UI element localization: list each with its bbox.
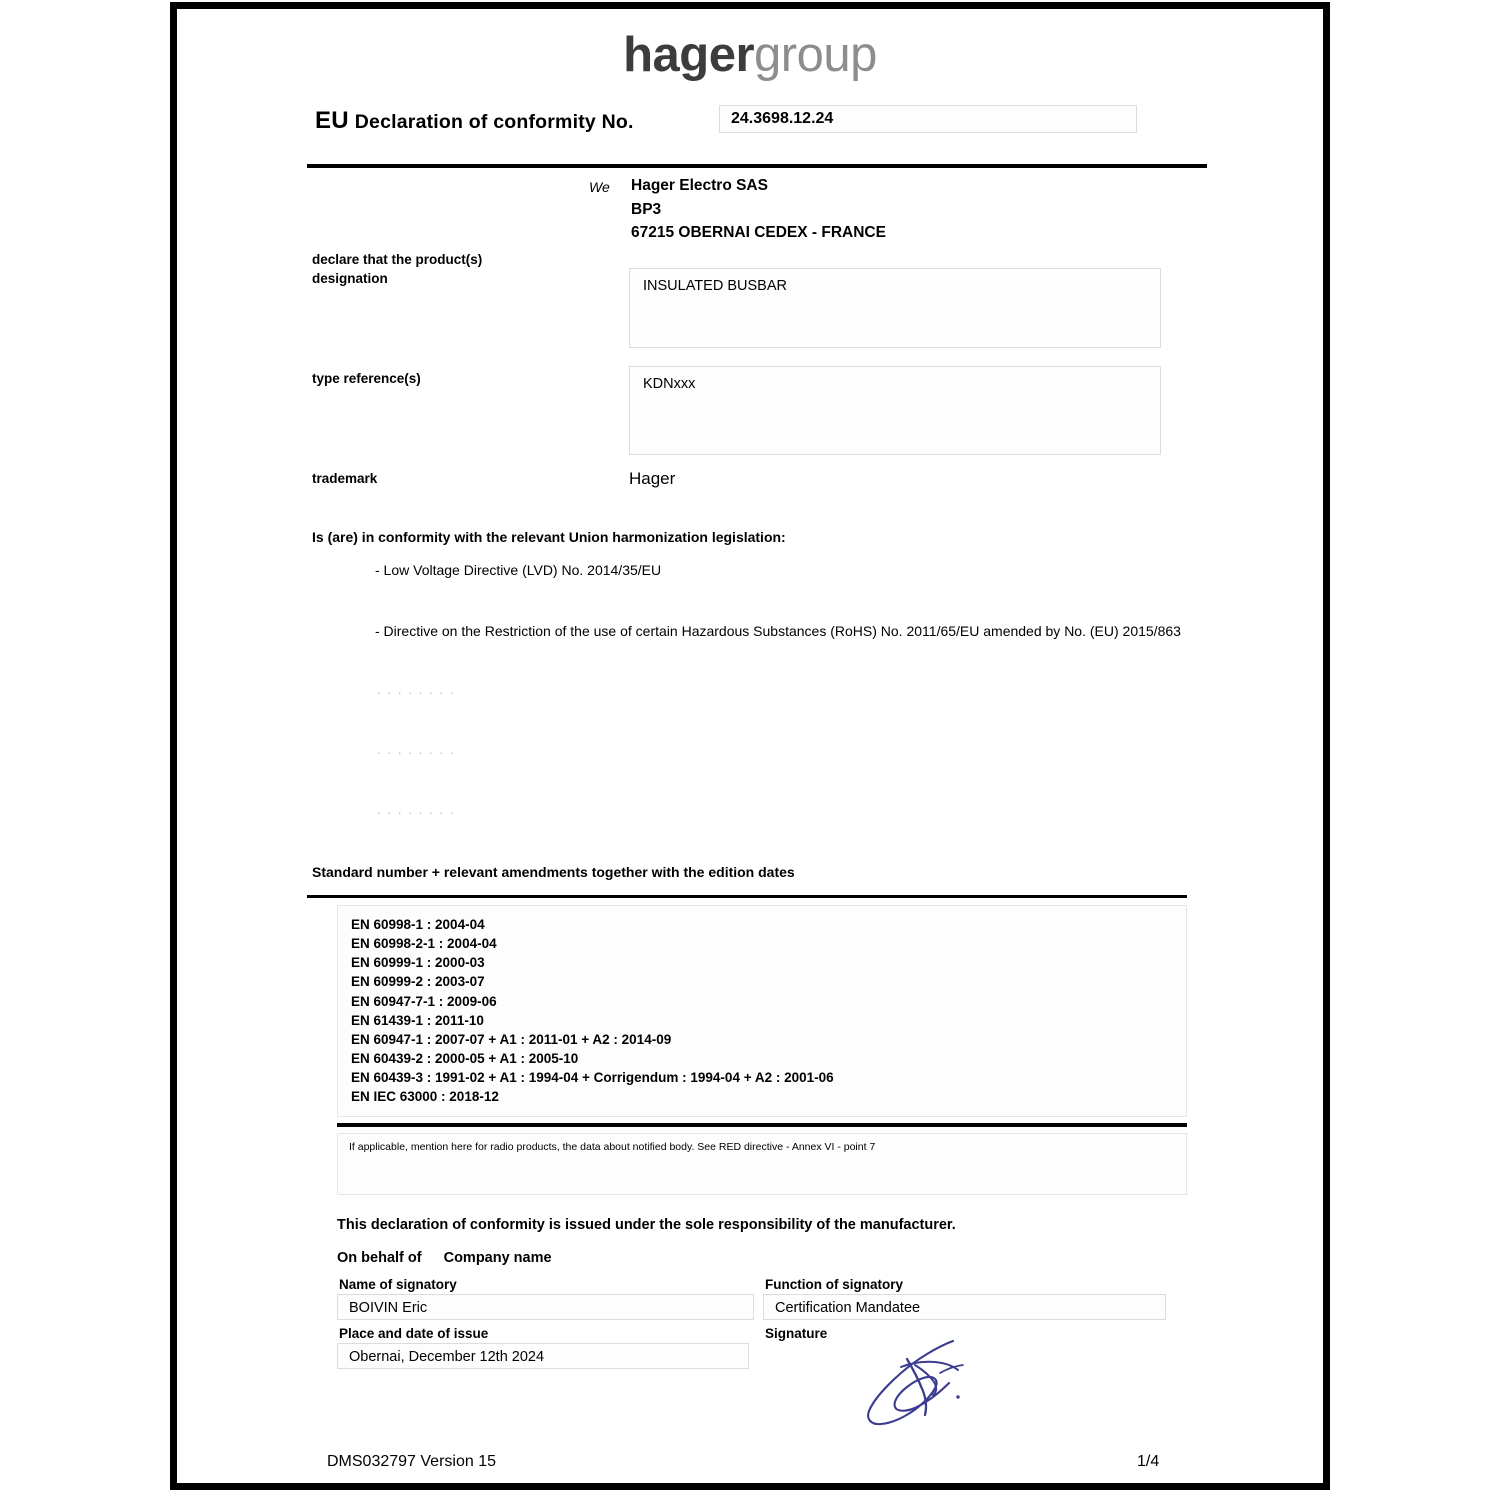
place-and-date-value: Obernai, December 12th 2024 <box>349 1349 545 1365</box>
standard-item: EN 60947-7-1 : 2009-06 <box>351 993 497 1009</box>
designation-value: INSULATED BUSBAR <box>643 278 787 294</box>
standards-list[interactable] <box>337 905 1187 1117</box>
place-and-date-label: Place and date of issue <box>339 1326 489 1341</box>
function-of-signatory-field[interactable] <box>763 1294 1166 1320</box>
signature-dot <box>956 1395 959 1398</box>
directive-item: - Low Voltage Directive (LVD) No. 2014/35/EU <box>375 562 662 578</box>
name-of-signatory-value: BOIVIN Eric <box>349 1300 428 1316</box>
designation-label-line1: declare that the product(s) <box>312 252 483 267</box>
designation-label <box>312 250 482 288</box>
hager-group-logo <box>177 28 1323 82</box>
conformity-heading: Is (are) in conformity with the relevant Union harmonization legislation: <box>312 529 786 545</box>
standard-item: EN 61439-1 : 2011-10 <box>351 1012 484 1028</box>
on-behalf-of-label: On behalf of <box>337 1250 422 1266</box>
standard-item: EN 60999-2 : 2003-07 <box>351 974 485 990</box>
standards-divider-bottom <box>337 1123 1187 1127</box>
standards-divider-top <box>307 895 1187 898</box>
standard-item: EN 60439-2 : 2000-05 + A1 : 2005-10 <box>351 1051 579 1067</box>
footer-document-id: DMS032797 Version 15 <box>327 1453 496 1470</box>
standard-item: EN 60998-2-1 : 2004-04 <box>351 936 497 952</box>
directive-item: - Directive on the Restriction of the use of certain Hazardous Substances (RoHS) No. 2011/65/EU amended by No. (EU) 2015/863 <box>375 623 1181 639</box>
declarant-name: Hager Electro SAS <box>631 177 768 194</box>
logo-text-group: group <box>754 28 877 82</box>
notified-body-hint: If applicable, mention here for radio products, the data about notified body. See RED directive - Annex VI - point 7 <box>349 1141 876 1153</box>
designation-field[interactable] <box>629 268 1161 348</box>
declaration-number-field[interactable] <box>719 105 1137 133</box>
place-and-date-field[interactable] <box>337 1343 749 1369</box>
standard-item: EN 60439-3 : 1991-02 + A1 : 1994-04 + Corrigendum : 1994-04 + A2 : 2001-06 <box>351 1070 834 1086</box>
company-name-label: Company name <box>443 1250 552 1266</box>
title-row <box>315 105 1195 137</box>
designation-label-line2: designation <box>312 271 388 287</box>
document-page <box>170 2 1330 1490</box>
directive-placeholder: . . . . . . . . <box>377 802 456 817</box>
we-label: We <box>589 179 610 195</box>
signature-label: Signature <box>765 1326 828 1341</box>
title-rest: Declaration of conformity No. <box>354 111 634 133</box>
type-reference-label: type reference(s) <box>312 371 421 386</box>
declarant-address-line1: BP3 <box>631 200 662 218</box>
declarant-address-line2: 67215 OBERNAI CEDEX - FRANCE <box>631 224 886 242</box>
name-of-signatory-label: Name of signatory <box>339 1277 457 1292</box>
name-of-signatory-field[interactable] <box>337 1294 754 1320</box>
standard-item: EN 60999-1 : 2000-03 <box>351 955 485 971</box>
on-behalf-of-row <box>337 1249 552 1268</box>
logo-text-hager: hager <box>623 28 755 82</box>
title-eu: EU <box>315 107 349 134</box>
header-divider <box>307 164 1207 168</box>
type-reference-value: KDNxxx <box>643 376 696 392</box>
directive-placeholder: . . . . . . . . <box>377 742 456 757</box>
declarant-block <box>631 174 886 245</box>
signature-image <box>857 1329 987 1434</box>
notified-body-field[interactable] <box>337 1133 1187 1195</box>
function-of-signatory-value: Certification Mandatee <box>775 1300 921 1316</box>
function-of-signatory-label: Function of signatory <box>765 1277 903 1292</box>
page-title <box>315 107 634 135</box>
standards-heading: Standard number + relevant amendments together with the edition dates <box>312 864 795 880</box>
trademark-label: trademark <box>312 471 378 486</box>
responsibility-statement: This declaration of conformity is issued under the sole responsibility of the manufacturer. <box>337 1217 956 1233</box>
footer-page-number: 1/4 <box>1137 1453 1160 1470</box>
type-reference-field[interactable] <box>629 366 1161 455</box>
standard-item: EN IEC 63000 : 2018-12 <box>351 1089 499 1105</box>
signature-icon <box>857 1329 987 1434</box>
standard-item: EN 60998-1 : 2004-04 <box>351 917 485 932</box>
standard-item: EN 60947-1 : 2007-07 + A1 : 2011-01 + A2 : 2014-09 <box>351 1031 672 1047</box>
directive-placeholder: . . . . . . . . <box>377 682 456 697</box>
trademark-value: Hager <box>629 469 676 488</box>
declaration-number-value: 24.3698.12.24 <box>731 110 834 127</box>
